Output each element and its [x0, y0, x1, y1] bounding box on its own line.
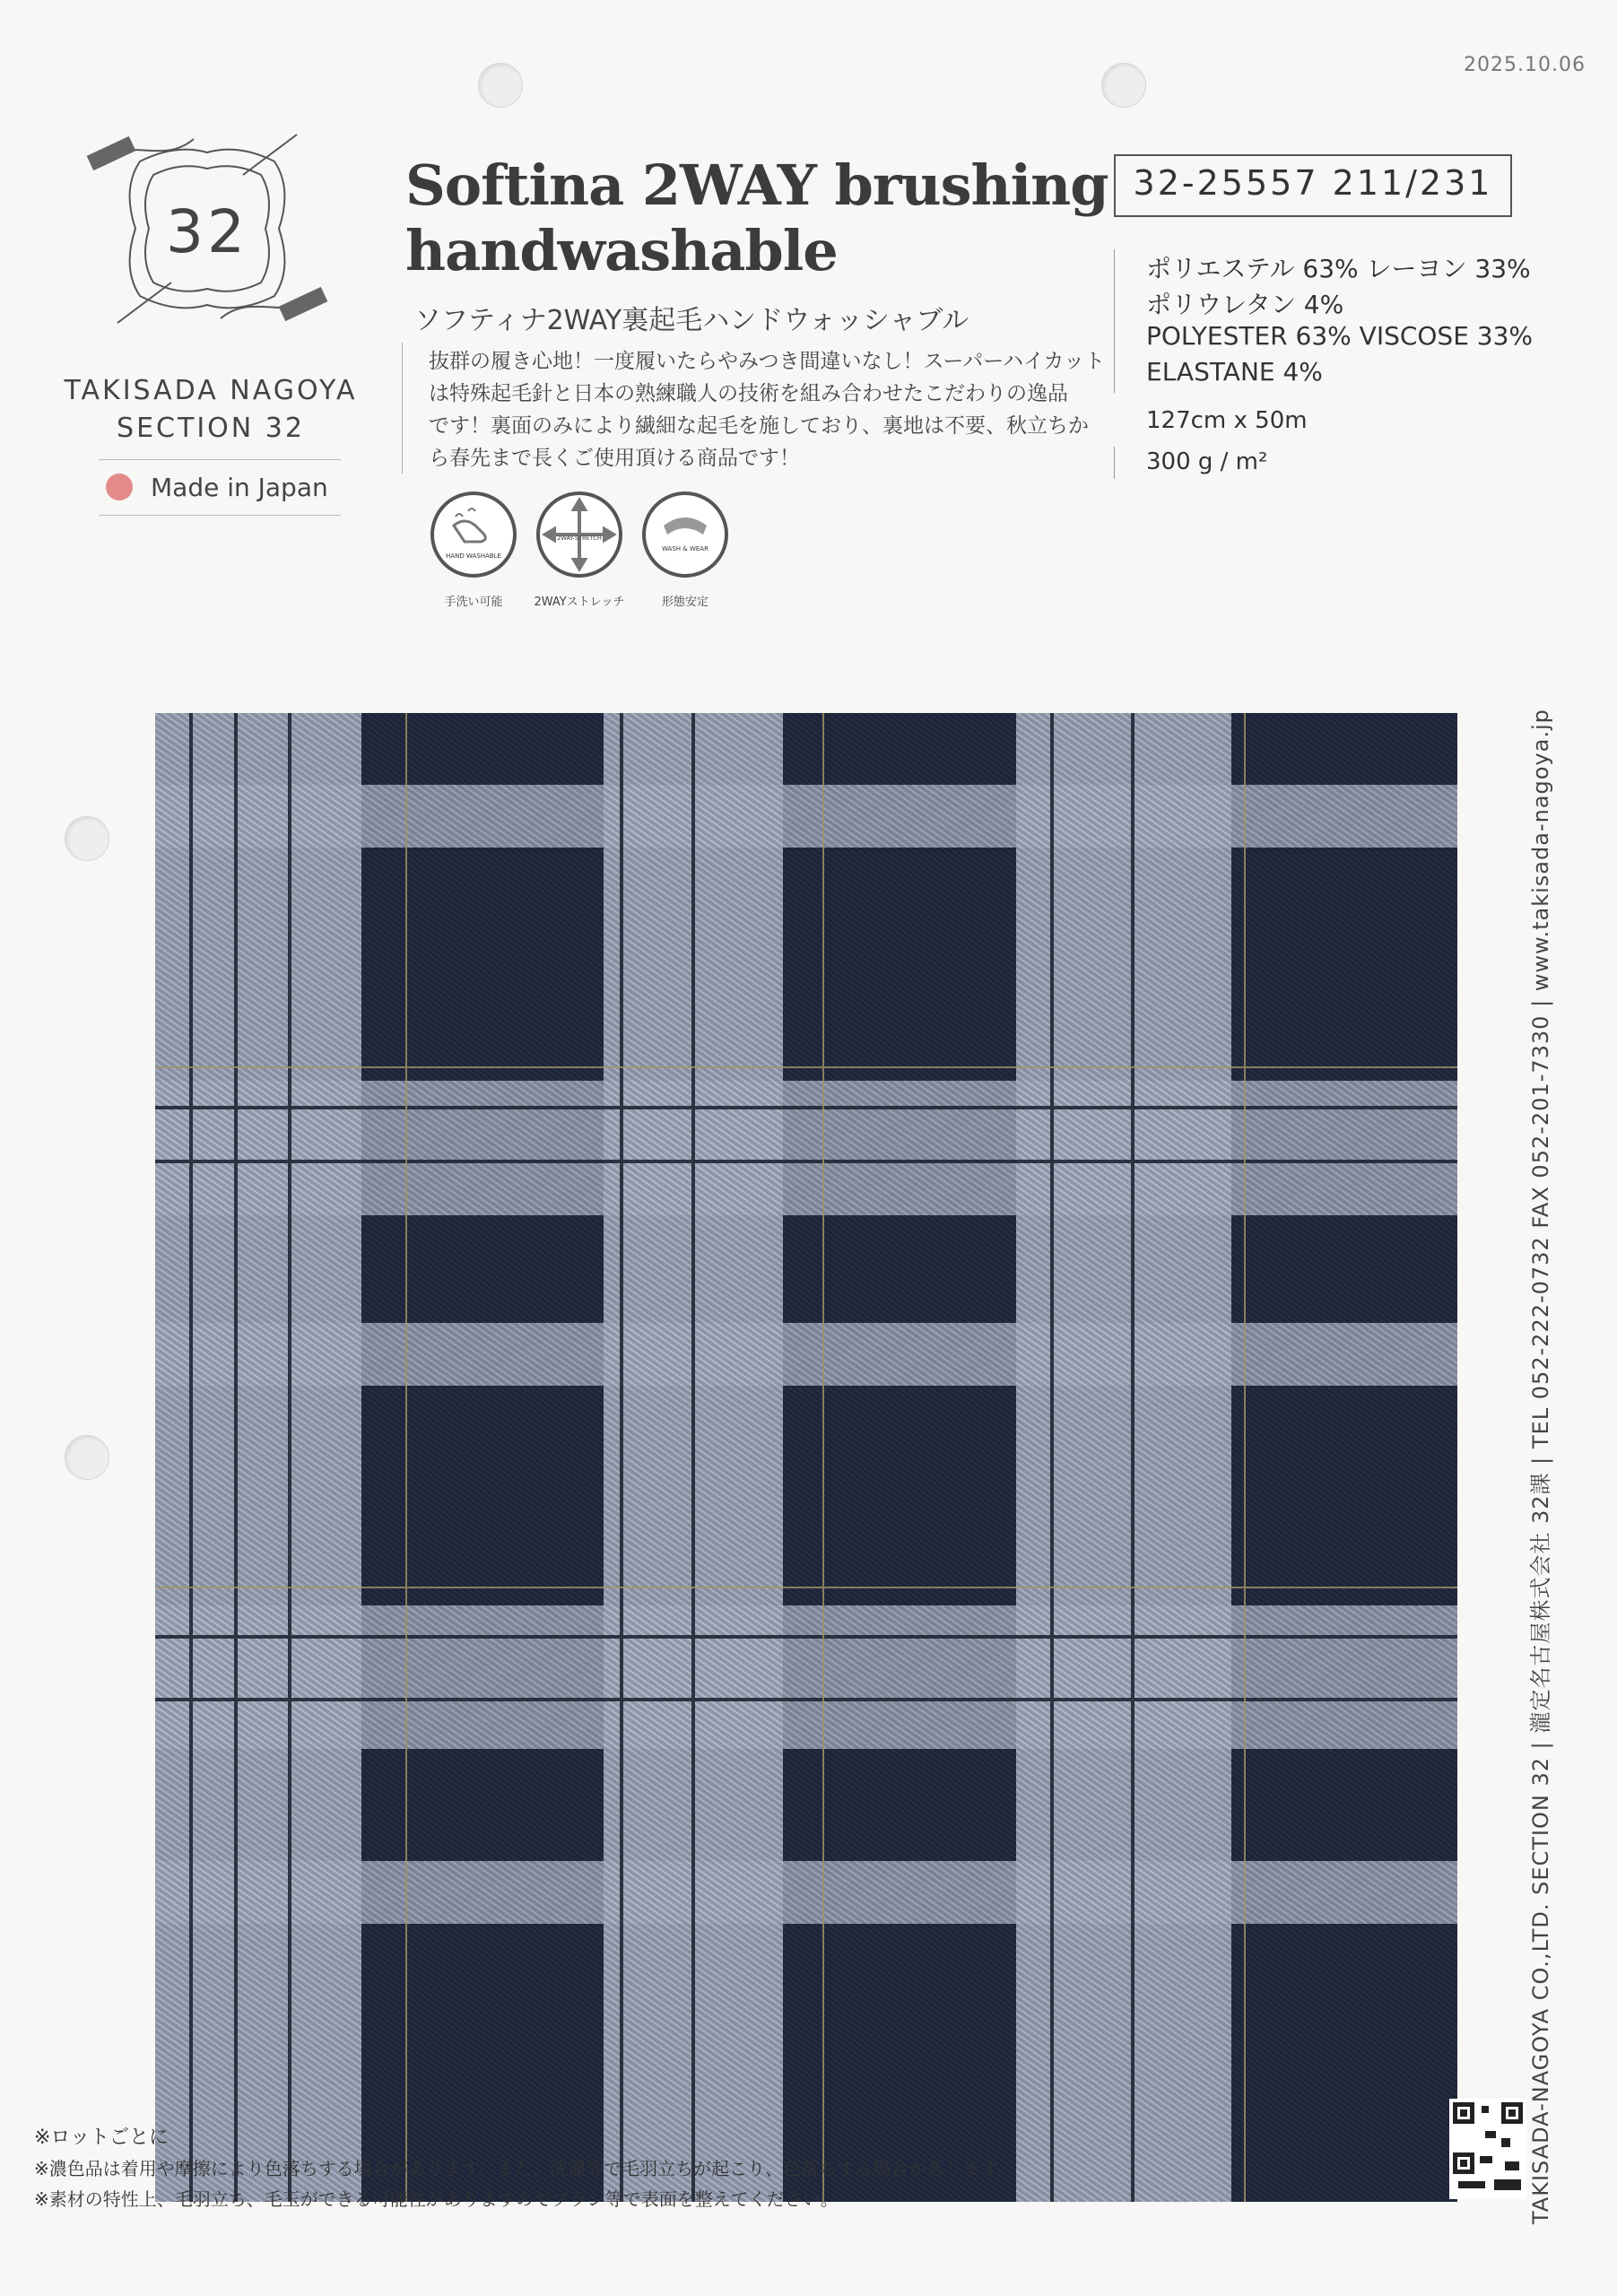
note-line: ※素材の特性上、毛羽立ち、毛玉ができる可能性がありますのでブラシ等で表面を整えてください。	[34, 2188, 839, 2210]
fabric-swatch-image	[155, 713, 1457, 2202]
binder-hole	[65, 816, 109, 861]
description-line: 抜群の履き心地！一度履いたらやみつき間違いなし！スーパーハイカット	[429, 350, 1106, 373]
qr-code-icon	[1449, 2099, 1526, 2199]
binder-hole	[478, 63, 523, 108]
fabric-size: 127cm x 50m	[1146, 407, 1308, 434]
binder-hole	[65, 1435, 109, 1480]
composition-jp: ポリエステル 63% レーヨン 33%	[1146, 254, 1531, 283]
company-contact-vertical: TAKISADA-NAGOYA CO.,LTD. SECTION 32 | 瀧定名古屋株式会社 32課 | TEL 052-222-0732 FAX 052-201-7330 | www.takisada-nagoya.jp	[1528, 709, 1553, 2224]
feature-label: 形態安定	[661, 596, 709, 609]
binder-hole	[1101, 63, 1146, 108]
made-in-label: Made in Japan	[151, 473, 328, 502]
brand-name: TAKISADA NAGOYA	[64, 375, 358, 406]
product-title-japanese: ソフティナ2WAY裏起毛ハンドウォッシャブル	[414, 305, 969, 336]
product-code: 32-25557 211/231	[1133, 163, 1493, 203]
divider	[1114, 447, 1115, 479]
product-title-line2: handwashable	[405, 218, 838, 283]
description-line: です！裏面のみにより繊細な起毛を施しており、裏地は不要、秋立ちか	[429, 414, 1089, 438]
feature-badge: 2WAY-STRETCH	[557, 535, 602, 542]
fabric-weight: 300 g / m²	[1146, 448, 1268, 475]
note-line: ※ロットごとに	[34, 2126, 169, 2149]
composition-en: ELASTANE 4%	[1146, 357, 1323, 387]
composition-jp: ポリウレタン 4%	[1146, 290, 1344, 319]
two-way-stretch-icon	[535, 490, 624, 579]
divider	[99, 459, 341, 460]
description-line: は特殊起毛針と日本の熟練職人の技術を組み合わせたこだわりの逸品	[429, 382, 1068, 405]
feature-badge: WASH & WEAR	[662, 545, 709, 552]
brand-section: SECTION 32	[117, 413, 305, 444]
note-line: ※濃色品は着用や摩擦により色落ちする場合があります。また、洗濯等で毛羽立ちが起こり、色落ちする場合があります。	[34, 2158, 1015, 2179]
feature-label: 2WAYストレッチ	[534, 596, 625, 609]
logo-number: 32	[166, 197, 248, 266]
divider	[99, 515, 341, 516]
composition-en: POLYESTER 63% VISCOSE 33%	[1146, 321, 1534, 351]
japan-flag-dot-icon	[106, 474, 133, 500]
divider	[402, 343, 403, 474]
product-title-line1: Softina 2WAY brushing	[405, 152, 1108, 218]
wash-wear-icon	[640, 490, 730, 579]
feature-badge: HAND WASHABLE	[446, 552, 501, 560]
feature-label: 手洗い可能	[444, 596, 503, 609]
date: 2025.10.06	[1464, 54, 1586, 76]
hand-wash-icon	[429, 490, 518, 579]
divider	[1114, 249, 1115, 393]
description-line: ら春先まで長くご使用頂ける商品です！	[429, 447, 800, 470]
